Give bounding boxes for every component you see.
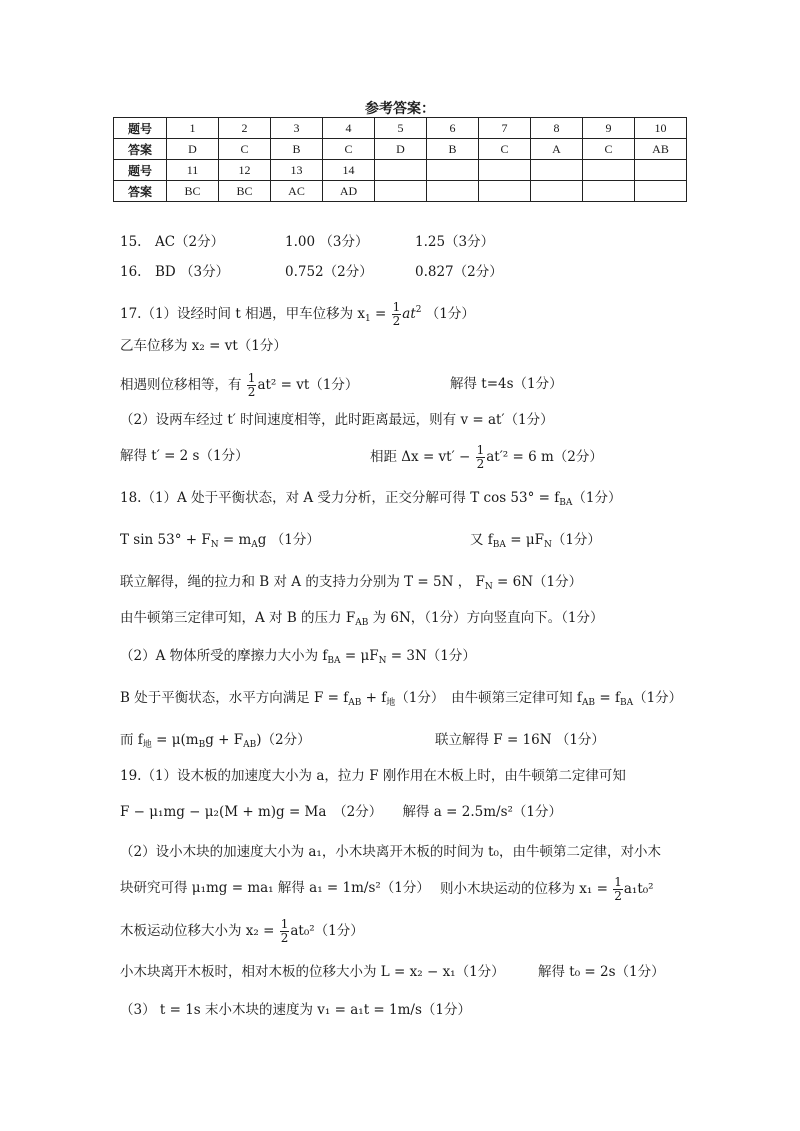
table-cell: 6	[427, 118, 479, 139]
text: 则小木块运动的位移为 x₁ =	[440, 881, 608, 897]
text: B 处于平衡状态，水平方向满足 F = f	[120, 690, 349, 706]
text: 相遇则位移相等，有	[120, 377, 242, 393]
text: 15. AC（2分）	[120, 234, 225, 250]
text: （3） t = 1s 末小木块的速度为 v₁ = a₁t = 1m/s（1分）	[120, 1002, 471, 1018]
text: （2）A 物体所受的摩擦力大小为 f	[120, 648, 328, 664]
text: 而 f	[120, 732, 143, 748]
row-label: 题号	[114, 160, 167, 181]
table-cell: 8	[531, 118, 583, 139]
text: = m	[218, 532, 252, 548]
text: 18.（1）A 处于平衡状态，对 A 受力分析，正交分解可得 T cos 53° = f	[120, 490, 560, 506]
answer-line-16	[120, 262, 229, 282]
answer-line-19d	[120, 878, 430, 898]
text: 19.（1）设木板的加速度大小为 a，拉力 F 刚作用在木板上时，由牛顿第二定律可知	[120, 768, 626, 784]
text: at′² = 6 m（2分）	[486, 449, 603, 465]
subscript: 地	[142, 740, 152, 750]
answer-line-18g-right	[435, 730, 605, 750]
page-title: 参考答案：	[365, 101, 435, 117]
answer-line-15b	[285, 232, 368, 252]
answer-line-18d	[120, 608, 604, 633]
text: at₀²（1分）	[290, 923, 364, 939]
table-cell: 5	[375, 118, 427, 139]
answer-line-19b	[120, 802, 562, 822]
subscript: AB	[581, 698, 596, 708]
text: = 3N（1分）	[386, 648, 476, 664]
answer-line-19a	[120, 766, 626, 786]
table-cell: 14	[323, 160, 375, 181]
subscript: N	[378, 656, 387, 666]
table-cell: C	[479, 139, 531, 160]
answer-line-19d-right	[440, 876, 654, 903]
text: 联立解得，绳的拉力和 B 对 A 的支持力分别为 T = 5N ， F	[120, 574, 485, 590]
answer-line-15	[120, 232, 224, 252]
table-cell: AB	[635, 139, 687, 160]
table-cell: C	[583, 139, 635, 160]
table-cell: BC	[167, 181, 219, 202]
fraction	[247, 372, 257, 399]
answer-table	[113, 117, 687, 202]
row-label: 答案	[114, 139, 167, 160]
table-cell	[635, 181, 687, 202]
table-cell	[375, 160, 427, 181]
table-cell: 12	[219, 160, 271, 181]
table-cell: 13	[271, 160, 323, 181]
table-cell	[531, 181, 583, 202]
table-cell	[427, 160, 479, 181]
superscript: 2	[415, 305, 422, 315]
table-cell: A	[531, 139, 583, 160]
table-row	[114, 160, 687, 181]
text: 小木块离开木板时，相对木板的位移大小为 L = x₂ − x₁（1分）	[120, 964, 505, 980]
table-cell: C	[219, 139, 271, 160]
table-cell: B	[427, 139, 479, 160]
subscript: A	[251, 540, 258, 550]
answer-line-17b	[120, 336, 287, 356]
text: 16. BD （3分）	[120, 264, 230, 280]
table-cell	[583, 160, 635, 181]
text: （1分）	[551, 532, 601, 548]
fraction	[280, 918, 290, 945]
table-cell: 7	[479, 118, 531, 139]
table-cell	[427, 181, 479, 202]
answer-line-15c	[415, 232, 494, 252]
subscript: N	[484, 582, 493, 592]
subscript: N	[543, 540, 552, 550]
text: （1分）	[633, 690, 683, 706]
text: 为 6N，（1分）方向竖直向下。（1分）	[368, 610, 604, 626]
table-cell	[583, 181, 635, 202]
text: at² = vt（1分）	[257, 377, 359, 393]
text: （2）设小木块的加速度大小为 a₁，小木块离开木板的时间为 t₀，由牛顿第二定律，对小木	[120, 844, 661, 860]
text: （1分） 由牛顿第三定律可知 f	[395, 690, 582, 706]
table-cell: BC	[219, 181, 271, 202]
answer-line-17c	[120, 372, 358, 399]
fraction-num: 1	[476, 443, 485, 457]
text: = 6N（1分）	[492, 574, 583, 590]
text: 木板运动位移大小为 x₂ =	[120, 923, 275, 939]
answer-line-16b	[285, 262, 373, 282]
table-cell: 3	[271, 118, 323, 139]
answer-line-17d	[120, 410, 554, 430]
text: （1分）	[572, 490, 622, 506]
answer-line-17e	[120, 446, 249, 466]
subscript: 1	[364, 314, 371, 324]
text: F − μ₁mg − μ₂(M + m)g = Ma （2分） 解得 a = 2.5m/s²（1分）	[120, 804, 562, 820]
text: 解得 t=4s（1分）	[450, 376, 563, 392]
table-cell: AC	[271, 181, 323, 202]
table-cell: D	[167, 139, 219, 160]
text: g + F	[205, 732, 244, 748]
text: + f	[361, 690, 387, 706]
fraction-den: 2	[247, 385, 256, 399]
text: 1.00 （3分）	[285, 234, 369, 250]
table-cell: 4	[323, 118, 375, 139]
text: 17.（1）设经时间 t 相遇，甲车位移为 x	[120, 306, 365, 322]
text: = f	[595, 690, 620, 706]
answer-line-18c	[120, 572, 582, 597]
table-cell: D	[375, 139, 427, 160]
table-cell	[531, 160, 583, 181]
fraction	[392, 301, 402, 328]
fraction	[476, 444, 486, 471]
table-row	[114, 181, 687, 202]
fraction-den: 2	[476, 457, 485, 471]
table-cell	[635, 160, 687, 181]
text: g （1分）	[257, 532, 320, 548]
subscript: BA	[559, 498, 573, 508]
subscript: N	[210, 540, 219, 550]
text: 解得 t₀ = 2s（1分）	[538, 964, 665, 980]
table-row	[114, 139, 687, 160]
subscript: AB	[243, 740, 257, 750]
table-cell: 11	[167, 160, 219, 181]
text: 又 f	[470, 532, 493, 548]
answer-line-19e	[120, 918, 364, 945]
table-row	[114, 118, 687, 139]
answer-line-18b-right	[470, 530, 601, 555]
text: 1.25（3分）	[415, 234, 495, 250]
row-label: 题号	[114, 118, 167, 139]
fraction	[613, 876, 623, 903]
subscript: BA	[327, 656, 341, 666]
table-cell: 10	[635, 118, 687, 139]
fraction-num: 1	[614, 875, 622, 889]
table-cell	[479, 160, 531, 181]
text: 相距 Δx = vt′ −	[370, 449, 471, 465]
text: a₁t₀²	[623, 881, 654, 897]
text: 联立解得 F = 16N （1分）	[435, 732, 605, 748]
subscript: AB	[355, 618, 369, 628]
answer-line-18f	[120, 688, 682, 713]
text: 0.827（2分）	[415, 264, 503, 280]
text: T sin 53° + F	[120, 532, 211, 548]
table-cell: 9	[583, 118, 635, 139]
answer-line-19c	[120, 842, 661, 862]
fraction-num: 1	[280, 917, 289, 931]
table-cell	[375, 181, 427, 202]
text: )（2分）	[256, 732, 311, 748]
row-label: 答案	[114, 181, 167, 202]
text: = μF	[505, 532, 544, 548]
answer-line-17a: 17.（1）设经时间 t 相遇，甲车位移为 $x_1$ = $\frac{1}{2}$ $at^2$ （1分）	[120, 300, 475, 328]
answer-line-19g	[120, 1000, 471, 1020]
answer-line-17e-right	[370, 444, 603, 471]
text: （1分）	[425, 306, 475, 322]
table-cell	[479, 181, 531, 202]
answer-line-19f	[120, 962, 505, 982]
fraction-den: 2	[392, 314, 401, 328]
text: 解得 t′ = 2 s（1分）	[120, 448, 249, 464]
text: 乙车位移为 x₂ = vt（1分）	[120, 338, 287, 354]
subscript: BA	[492, 540, 506, 550]
answer-line-18a	[120, 488, 621, 513]
answer-line-18b	[120, 530, 320, 555]
text: （2）设两车经过 t′ 时间速度相等，此时距离最远，则有 v = at′（1分）	[120, 412, 554, 428]
table-cell: 1	[167, 118, 219, 139]
table-cell: 2	[219, 118, 271, 139]
text: 0.752（2分）	[285, 264, 373, 280]
answer-line-18g	[120, 730, 311, 755]
table-cell: B	[271, 139, 323, 160]
text: = μ(m	[151, 732, 199, 748]
text: 块研究可得 μ₁mg = ma₁ 解得 a₁ = 1m/s²（1分）	[120, 880, 430, 896]
table-cell: AD	[323, 181, 375, 202]
answer-line-16c	[415, 262, 503, 282]
fraction-num: 1	[247, 371, 256, 385]
answer-line-19f-right	[538, 962, 665, 982]
text: 由牛顿第三定律可知，A 对 B 的压力 F	[120, 610, 356, 626]
fraction-den: 2	[614, 889, 622, 903]
answer-line-18e	[120, 646, 476, 671]
fraction-den: 2	[280, 931, 289, 945]
subscript: AB	[348, 698, 362, 708]
fraction-num: 1	[392, 300, 401, 314]
subscript: 地	[386, 698, 396, 708]
text: = μF	[340, 648, 379, 664]
subscript: BA	[619, 698, 634, 708]
subscript: B	[198, 740, 206, 750]
table-cell: C	[323, 139, 375, 160]
answer-line-17c-right	[450, 374, 563, 394]
